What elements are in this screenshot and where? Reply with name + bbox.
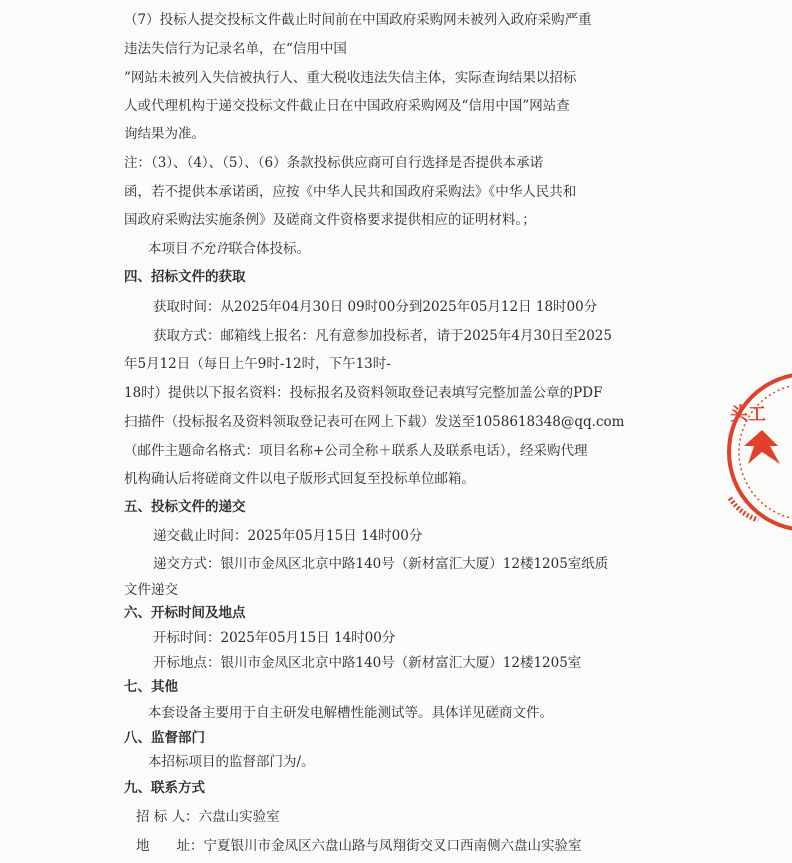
section-heading: 五、投标文件的递交 <box>124 499 246 515</box>
official-seal <box>722 372 792 532</box>
text-span: 联合体投标。 <box>229 241 310 257</box>
text-line: 违法失信行为记录名单，在“信用中国 <box>124 41 347 57</box>
text-line: 18时）提供以下报名资料：投标报名及资料领取登记表填写完整加盖公章的PDF <box>124 385 603 401</box>
text-line: 获取方式：邮箱线上报名：凡有意参加投标者，请于2025年4月30日至2025 <box>153 328 612 344</box>
section-heading: 六、开标时间及地点 <box>124 605 246 621</box>
emphasis-span: 不允许 <box>188 241 229 257</box>
text-line: 函，若不提供本承诺函，应按《中华人民共和国政府采购法》《中华人民共和 <box>124 184 577 200</box>
text-line: 本套设备主要用于自主研发电解槽性能测试等。具体详见磋商文件。 <box>148 705 553 721</box>
text-line: 开标时间：2025年05月15日 14时00分 <box>153 630 396 646</box>
text-line: 递交截止时间：2025年05月15日 14时00分 <box>153 528 423 544</box>
section-heading: 九、联系方式 <box>124 780 205 796</box>
consortium-line <box>148 239 663 259</box>
contact-line: 招 标 人：六盘山实验室 <box>136 809 280 825</box>
note-line: 注：（3）、（4）、（5）、（6）条款投标供应商可自行选择是否提供本承诺 <box>124 155 544 171</box>
seal-star-icon <box>744 430 780 464</box>
text-line: 文件递交 <box>124 582 178 598</box>
text-line: 本招标项目的监督部门为/。 <box>148 754 315 770</box>
text-line: 国政府采购法实施条例》及磋商文件资格要求提供相应的证明材料。； <box>124 212 536 228</box>
text-line: 开标地点：银川市金凤区北京中路140号（新材富汇大厦）12楼1205室 <box>153 655 582 671</box>
text-line: （7）投标人提交投标文件截止时间前在中国政府采购网未被列入政府采购严重 <box>124 12 592 28</box>
section-heading: 七、其他 <box>124 679 178 695</box>
text-line: 年5月12日（每日上午9时-12时，下午13时- <box>124 356 391 372</box>
text-line: 机构确认后将磋商文件以电子版形式回复至投标单位邮箱。 <box>124 471 475 487</box>
text-line: 扫描件（投标报名及资料领取登记表可在网上下载）发送至1058618348@qq.com <box>124 414 625 430</box>
contact-line: 地 址：宁夏银川市金凤区六盘山路与凤翔街交叉口西南侧六盘山实验室 <box>136 838 582 854</box>
seal-text: 头工 <box>730 404 766 425</box>
section-heading: 四、招标文件的获取 <box>124 269 246 285</box>
text-line: 询结果为准。 <box>124 126 205 142</box>
text-line: 获取时间：从2025年04月30日 09时00分到2025年05月12日 18时00分 <box>153 299 598 315</box>
text-span: 本项目 <box>148 241 189 257</box>
text-line: ”网站未被列入失信被执行人、重大税收违法失信主体，实际查询结果以招标 <box>124 70 577 86</box>
text-line: 递交方式：银川市金凤区北京中路140号（新材富汇大厦）12楼1205室纸质 <box>153 556 609 572</box>
section-heading: 八、监督部门 <box>124 730 205 746</box>
text-line: （邮件主题命名格式：项目名称+公司全称＋联系人及联系电话），经采购代理 <box>124 443 588 459</box>
text-line: 人或代理机构于递交投标文件截止日在中国政府采购网及“信用中国”网站查 <box>124 98 570 114</box>
